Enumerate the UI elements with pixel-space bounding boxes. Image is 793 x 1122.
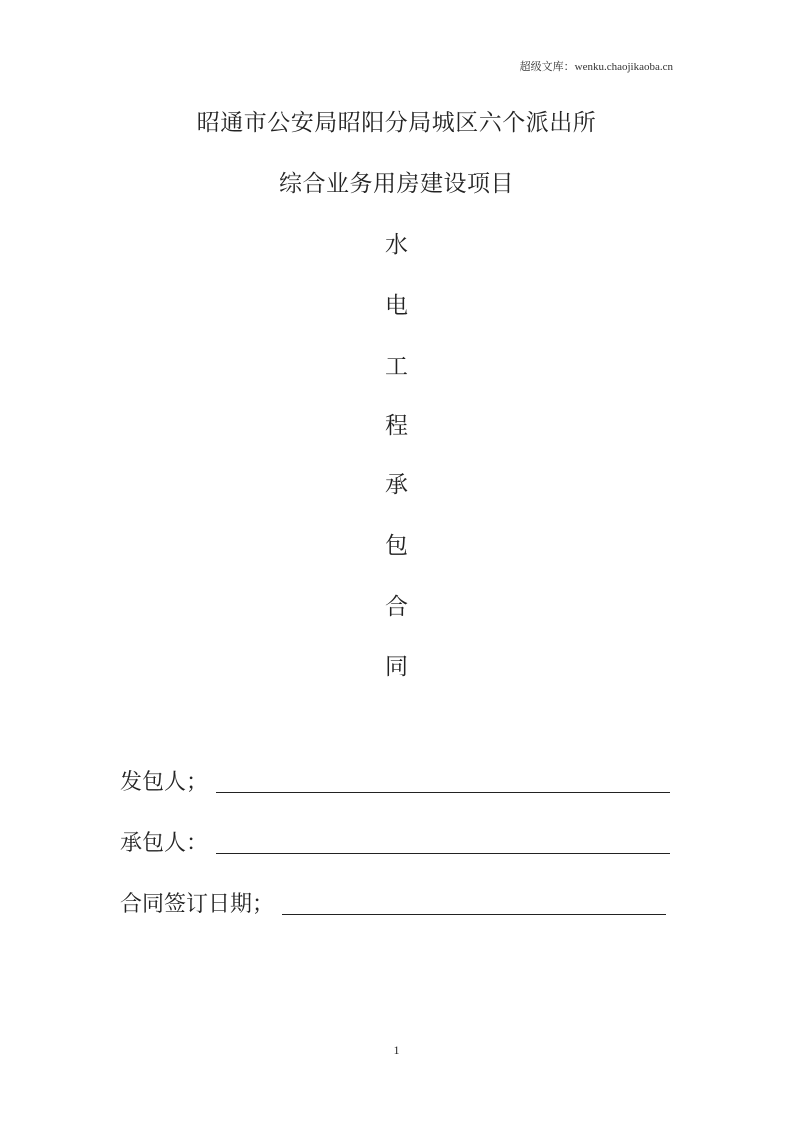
contractor-signature-line[interactable] (216, 827, 670, 854)
vertical-title-char: 包 (385, 533, 408, 559)
vertical-title-char: 电 (385, 293, 408, 319)
employer-signature-line[interactable] (216, 766, 670, 793)
vertical-title-char: 程 (385, 413, 408, 439)
employer-row (120, 762, 670, 796)
vertical-title-char: 合 (385, 594, 408, 620)
vertical-title-char: 同 (385, 654, 408, 680)
vertical-title-char: 水 (385, 232, 408, 258)
contractor-row (120, 823, 670, 857)
contractor-label: 承包人： (120, 831, 209, 856)
employer-label: 发包人； (120, 770, 209, 795)
sign-date-line[interactable] (282, 888, 666, 915)
sign-date-row (120, 884, 666, 918)
vertical-title-char: 承 (385, 472, 408, 498)
vertical-title-char: 工 (385, 354, 408, 380)
header-watermark: 超级文库：wenku.chaojikaoba.cn (519, 61, 673, 73)
page-number: 1 (393, 1043, 400, 1057)
document-title-line-1: 昭通市公安局昭阳分局城区六个派出所 (196, 110, 597, 136)
sign-date-label: 合同签订日期； (120, 892, 275, 917)
document-title-line-2: 综合业务用房建设项目 (279, 171, 514, 197)
